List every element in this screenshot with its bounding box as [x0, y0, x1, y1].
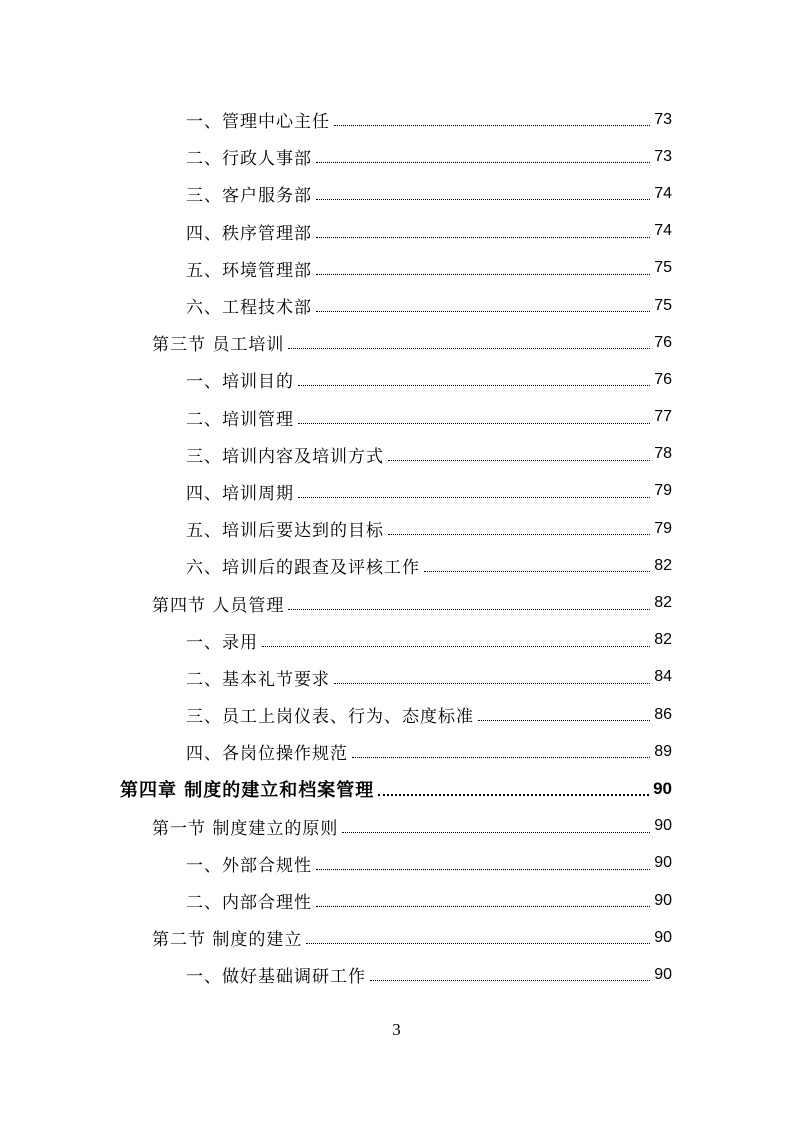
toc-dot-leader — [342, 832, 650, 833]
toc-entry-title: 一、培训目的 — [186, 372, 294, 393]
toc-dot-leader — [316, 274, 650, 275]
toc-entry-title: 二、培训管理 — [186, 409, 294, 430]
toc-entry-page: 90 — [654, 965, 672, 983]
toc-dot-leader — [316, 199, 650, 200]
toc-entry-page: 84 — [654, 668, 672, 686]
toc-entry-title: 六、工程技术部 — [186, 298, 312, 319]
toc-item-row[interactable] — [0, 436, 793, 473]
toc-entry-title: 五、环境管理部 — [186, 260, 312, 281]
toc-section-row[interactable] — [0, 919, 793, 956]
toc-entry-page: 79 — [654, 482, 672, 500]
toc-item-row[interactable] — [0, 622, 793, 659]
toc-dot-leader — [298, 385, 650, 386]
toc-entry-title: 四、秩序管理部 — [186, 223, 312, 244]
toc-dot-leader — [262, 646, 650, 647]
toc-entry-title: 三、员工上岗仪表、行为、态度标准 — [186, 707, 474, 728]
toc-item-row[interactable] — [0, 287, 793, 324]
toc-item-row[interactable] — [0, 175, 793, 212]
toc-dot-leader — [316, 906, 650, 907]
toc-entry-page: 90 — [654, 928, 672, 946]
toc-entry-page: 89 — [654, 742, 672, 760]
toc-item-row[interactable] — [0, 510, 793, 547]
toc-item-row[interactable] — [0, 473, 793, 510]
toc-section-row[interactable] — [0, 584, 793, 621]
toc-entry-title: 一、外部合规性 — [186, 855, 312, 876]
toc-entry-title: 第一节 制度建立的原则 — [152, 818, 339, 839]
toc-entry-title: 一、管理中心主任 — [186, 112, 330, 133]
toc-entry-title: 三、客户服务部 — [186, 186, 312, 207]
toc-entry-page: 82 — [654, 556, 672, 574]
toc-dot-leader — [316, 237, 650, 238]
toc-dot-leader — [478, 720, 650, 721]
toc-entry-page: 90 — [653, 778, 672, 798]
toc-entry-title: 四、培训周期 — [186, 483, 294, 504]
toc-entry-page: 75 — [654, 259, 672, 277]
toc-entry-title: 六、培训后的跟查及评核工作 — [186, 558, 420, 579]
toc-entry-page: 73 — [654, 110, 672, 128]
toc-item-row[interactable] — [0, 882, 793, 919]
toc-dot-leader — [288, 609, 650, 610]
toc-entry-page: 86 — [654, 705, 672, 723]
toc-dot-leader — [334, 125, 650, 126]
toc-entry-page: 76 — [654, 333, 672, 351]
toc-entry-page: 73 — [654, 147, 672, 165]
toc-entry-page: 79 — [654, 519, 672, 537]
toc-entry-title: 一、录用 — [186, 632, 258, 653]
toc-entry-title: 二、基本礼节要求 — [186, 669, 330, 690]
toc-item-row[interactable] — [0, 213, 793, 250]
toc-entry-page: 76 — [654, 370, 672, 388]
toc-entry-page: 75 — [654, 296, 672, 314]
toc-item-row[interactable] — [0, 547, 793, 584]
toc-entry-title: 三、培训内容及培训方式 — [186, 446, 384, 467]
toc-entry-title: 第四节 人员管理 — [152, 595, 285, 616]
toc-entry-title: 一、做好基础调研工作 — [186, 967, 366, 988]
toc-entry-title: 四、各岗位操作规范 — [186, 744, 348, 765]
table-of-contents — [0, 101, 793, 994]
toc-entry-title: 第三节 员工培训 — [152, 335, 285, 356]
toc-item-row[interactable] — [0, 361, 793, 398]
toc-entry-page: 82 — [654, 631, 672, 649]
toc-dot-leader — [288, 348, 650, 349]
toc-section-row[interactable] — [0, 324, 793, 361]
toc-entry-page: 74 — [654, 222, 672, 240]
toc-dot-leader — [298, 497, 650, 498]
toc-section-row[interactable] — [0, 808, 793, 845]
toc-dot-leader — [316, 869, 650, 870]
toc-dot-leader — [370, 980, 650, 981]
toc-entry-title: 二、内部合理性 — [186, 893, 312, 914]
toc-chapter-row[interactable] — [0, 770, 793, 807]
toc-dot-leader — [424, 571, 650, 572]
toc-item-row[interactable] — [0, 250, 793, 287]
toc-entry-page: 90 — [654, 891, 672, 909]
toc-entry-page: 82 — [654, 594, 672, 612]
toc-item-row[interactable] — [0, 696, 793, 733]
toc-dot-leader — [378, 794, 649, 796]
toc-item-row[interactable] — [0, 138, 793, 175]
toc-item-row[interactable] — [0, 956, 793, 993]
toc-dot-leader — [388, 460, 650, 461]
page-number: 3 — [392, 1020, 401, 1039]
toc-entry-title: 第四章 制度的建立和档案管理 — [120, 779, 375, 801]
toc-item-row[interactable] — [0, 659, 793, 696]
toc-item-row[interactable] — [0, 845, 793, 882]
toc-dot-leader — [306, 943, 650, 944]
toc-dot-leader — [352, 757, 650, 758]
toc-entry-page: 78 — [654, 445, 672, 463]
toc-dot-leader — [334, 683, 650, 684]
toc-dot-leader — [316, 162, 650, 163]
toc-entry-page: 90 — [654, 817, 672, 835]
toc-entry-page: 74 — [654, 184, 672, 202]
toc-entry-title: 二、行政人事部 — [186, 149, 312, 170]
toc-item-row[interactable] — [0, 399, 793, 436]
toc-entry-title: 五、培训后要达到的目标 — [186, 521, 384, 542]
toc-entry-title: 第二节 制度的建立 — [152, 930, 303, 951]
toc-dot-leader — [298, 423, 650, 424]
toc-entry-page: 77 — [654, 408, 672, 426]
toc-item-row[interactable] — [0, 733, 793, 770]
toc-dot-leader — [388, 534, 650, 535]
toc-entry-page: 90 — [654, 854, 672, 872]
toc-item-row[interactable] — [0, 101, 793, 138]
toc-dot-leader — [316, 311, 650, 312]
